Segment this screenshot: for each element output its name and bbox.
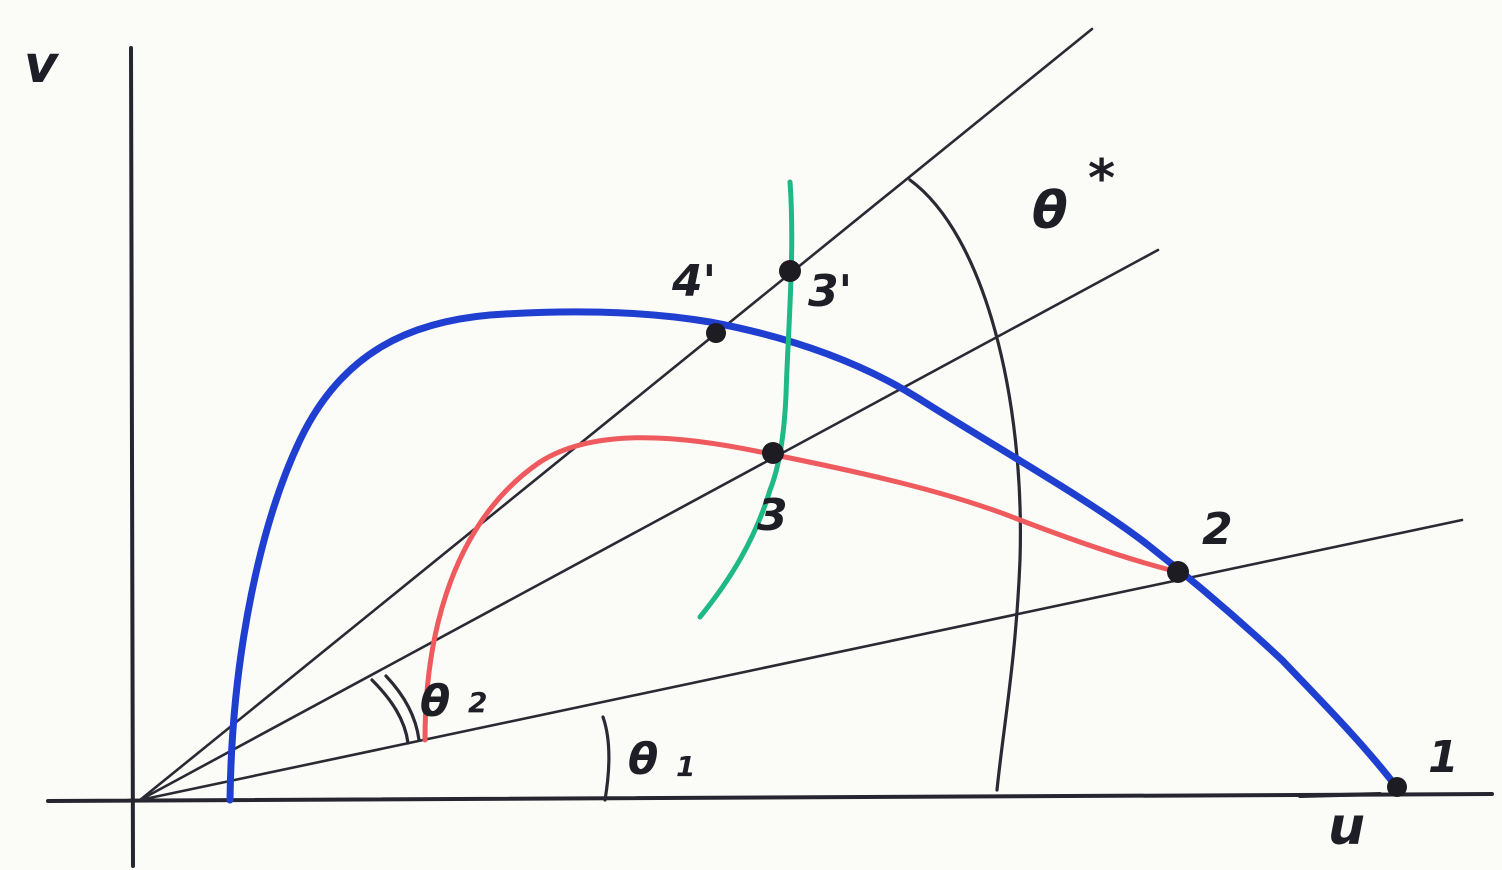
- point-label-4-prime: 4': [672, 256, 717, 307]
- angle-arc-theta-star: [910, 180, 1020, 790]
- angle-label-theta-1: θ: [628, 734, 659, 785]
- point-label-3: 3: [757, 490, 788, 541]
- point-label-3-prime: 3': [808, 266, 853, 317]
- angle-label-theta-2: θ: [420, 676, 451, 727]
- point-2: [1167, 561, 1189, 583]
- point-3-prime: [779, 260, 801, 282]
- point-3: [762, 442, 784, 464]
- point-label-1: 1: [1428, 732, 1459, 783]
- point-1: [1387, 777, 1407, 797]
- point-label-2: 2: [1202, 504, 1233, 555]
- angle-label-theta-star-asterisk: *: [1088, 149, 1116, 209]
- point-4-prime: [706, 323, 726, 343]
- u-axis-label: u: [1328, 797, 1366, 857]
- v-axis: [131, 48, 133, 866]
- angle-label-theta-2-subscript: 2: [468, 686, 488, 719]
- angle-arc-theta-2-outer: [372, 680, 408, 743]
- red-curve: [425, 438, 1178, 740]
- u-axis: [48, 794, 1492, 801]
- angle-label-theta-star: θ: [1032, 181, 1068, 241]
- green-curve: [700, 182, 792, 617]
- u-axis-end-stroke: [1300, 794, 1380, 796]
- angle-arc-theta-2-inner: [386, 676, 419, 740]
- v-axis-label: v: [24, 35, 58, 95]
- ray-theta-1: [140, 520, 1462, 800]
- angle-arc-theta-1: [603, 717, 609, 800]
- angle-label-theta-1-subscript: 1: [676, 750, 696, 783]
